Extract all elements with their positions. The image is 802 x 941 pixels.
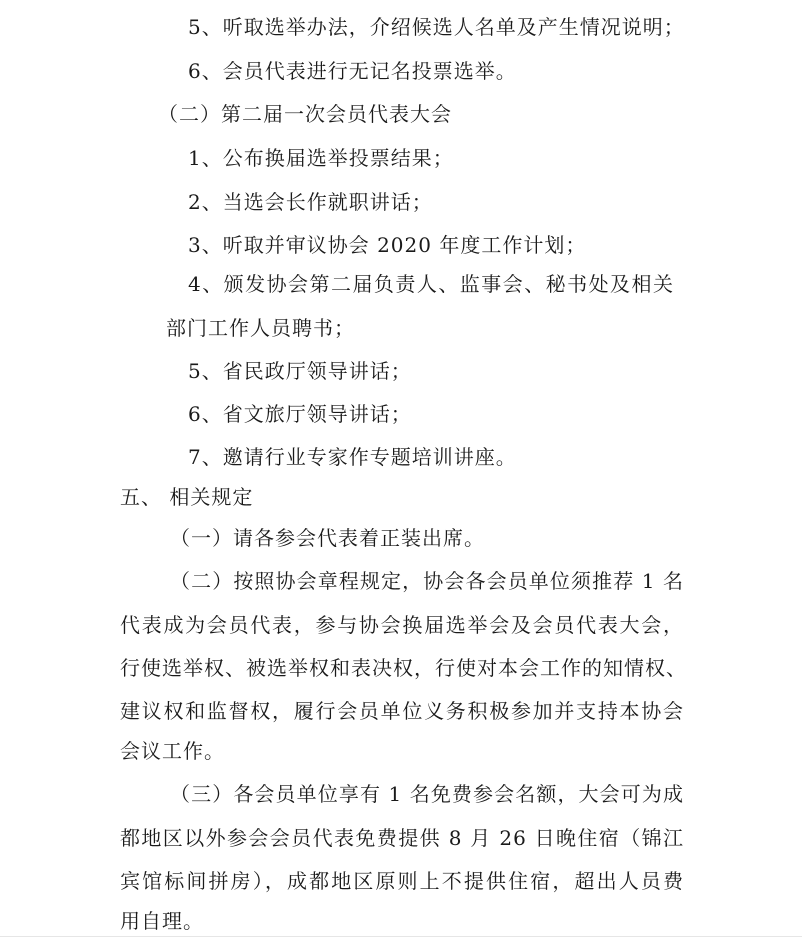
regulation-3-line-2: 都地区以外参会会员代表免费提供 8 月 26 日晚住宿（锦江: [120, 826, 684, 850]
agenda-item-3-work-plan: 3、听取并审议协会 2020 年度工作计划；: [188, 233, 587, 257]
agenda-item-4-appointments: 4、颁发协会第二届负责人、监事会、秘书处及相关: [188, 272, 674, 296]
regulation-3-line-1: （三）各会员单位享有 1 名免费参会名额，大会可为成: [170, 782, 684, 806]
agenda-item-6-anonymous-vote: 6、会员代表进行无记名投票选举。: [188, 59, 517, 83]
regulation-2-line-4: 建议权和监督权，履行会员单位义务积极参加并支持本协会: [120, 699, 684, 723]
section-heading-regulations: 五、 相关规定: [120, 485, 254, 509]
agenda-item-7-expert-training: 7、邀请行业专家作专题培训讲座。: [188, 445, 517, 469]
regulation-1-dress-code: （一）请各参会代表着正装出席。: [170, 526, 485, 550]
agenda-item-1-announce-results: 1、公布换届选举投票结果；: [188, 146, 454, 170]
agenda-item-4-appointments-cont: 部门工作人员聘书；: [166, 316, 355, 340]
regulation-2-line-1: （二）按照协会章程规定，协会各会员单位须推荐 1 名: [170, 569, 684, 593]
agenda-item-2-president-speech: 2、当选会长作就职讲话；: [188, 190, 433, 214]
agenda-item-5-civil-affairs-speech: 5、省民政厅领导讲话；: [188, 359, 412, 383]
agenda-item-6-culture-tourism-speech: 6、省文旅厅领导讲话；: [188, 402, 412, 426]
regulation-3-line-4: 用自理。: [120, 909, 204, 933]
section-heading-second-congress: （二）第二届一次会员代表大会: [158, 102, 452, 126]
page-bottom-divider: [0, 936, 802, 937]
regulation-2-line-3: 行使选举权、被选举权和表决权，行使对本会工作的知情权、: [120, 656, 687, 680]
agenda-item-5-election-method: 5、听取选举办法，介绍候选人名单及产生情况说明；: [188, 15, 685, 39]
regulation-3-line-3: 宾馆标间拼房），成都地区原则上不提供住宿，超出人员费: [120, 869, 684, 893]
regulation-2-line-5: 会议工作。: [120, 739, 225, 763]
regulation-2-line-2: 代表成为会员代表，参与协会换届选举会及会员代表大会，: [120, 613, 684, 637]
